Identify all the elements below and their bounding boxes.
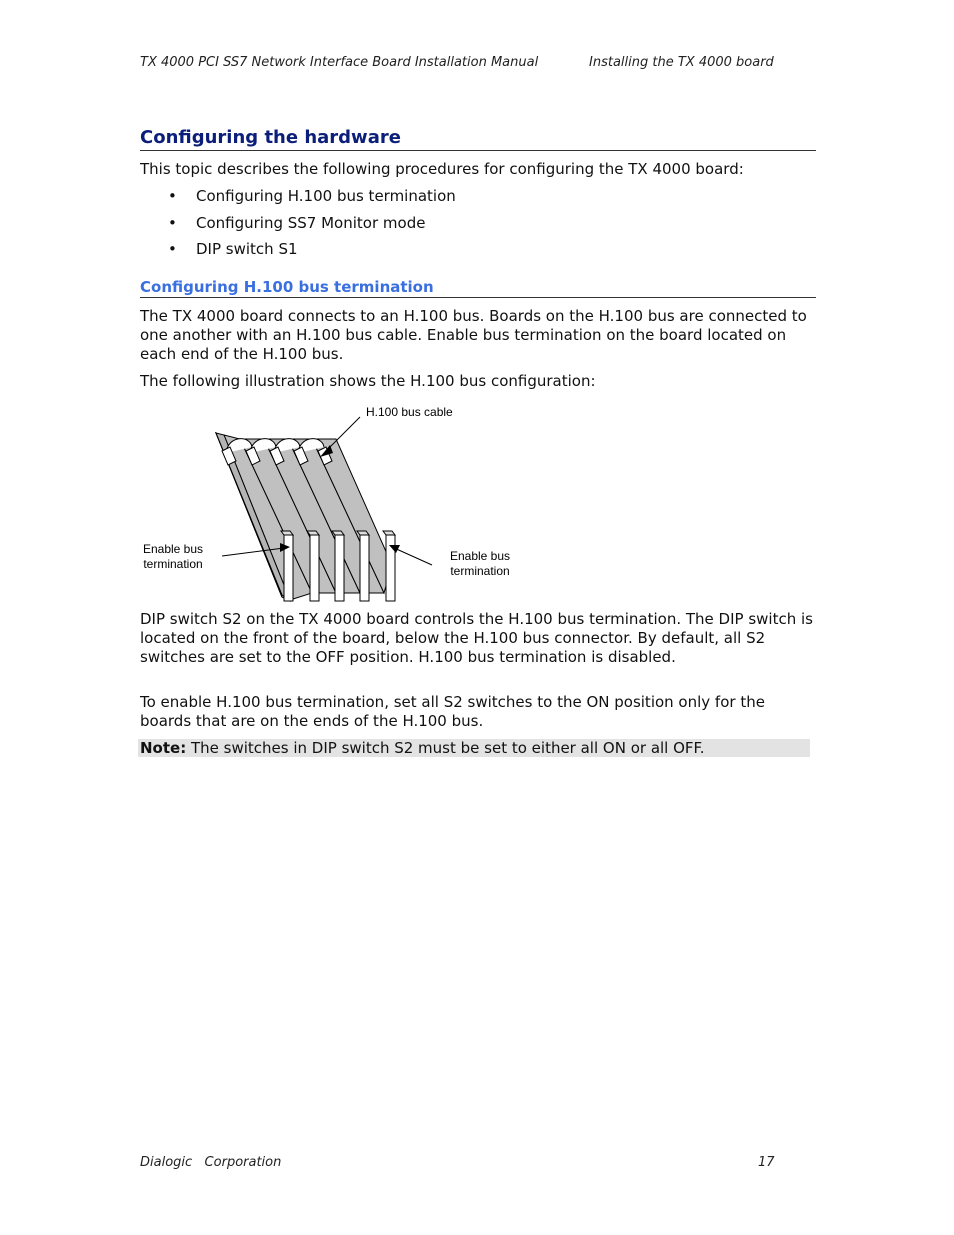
running-header-chapter: Installing the TX 4000 board	[589, 55, 774, 70]
enable-termination-paragraph: To enable H.100 bus termination, set all S2 switches to the ON position only for the boards that are on the ends of the H.100 bus.	[140, 693, 765, 730]
subsection-heading: Configuring H.100 bus termination	[140, 278, 816, 298]
bullet-icon: •	[168, 240, 177, 258]
h100-bus-illustration	[130, 395, 511, 607]
note-text: The switches in DIP switch S2 must be set to either all ON or all OFF.	[186, 739, 705, 757]
list-item: • DIP switch S1	[168, 240, 298, 258]
running-header-title: TX 4000 PCI SS7 Network Interface Board Installation Manual	[140, 55, 539, 70]
bus-paragraph: The TX 4000 board connects to an H.100 bus. Boards on the H.100 bus are connected to one another with an H.100 bus cable. Enable bus termination on the board located on each end of the H.100 bus.	[140, 307, 807, 363]
left-termination-label-line2: termination	[143, 557, 203, 571]
cable-label: H.100 bus cable	[366, 405, 453, 419]
intro-paragraph: This topic describes the following procedures for configuring the TX 4000 board:	[140, 160, 744, 178]
page-number: 17	[758, 1155, 775, 1170]
illustration-intro: The following illustration shows the H.100 bus configuration:	[140, 372, 596, 390]
left-termination-label: Enable bus	[142, 542, 204, 556]
note-box	[138, 739, 810, 757]
bullet-icon: •	[168, 213, 177, 232]
list-item: • Configuring H.100 bus termination	[168, 187, 456, 205]
footer-company: Dialogic Corporation	[140, 1155, 282, 1170]
right-termination-label: Enable bus	[449, 549, 511, 563]
note-label: Note:	[140, 739, 187, 757]
right-termination-label-line2: termination	[450, 564, 510, 578]
bullet-icon: •	[168, 187, 177, 205]
dip-switch-paragraph: DIP switch S2 on the TX 4000 board controls the H.100 bus termination. The DIP switch is located on the front of the board, below the H.100 bus connector. By default, all S2 switches are set to the OFF position. H.100 bus termination is disabled.	[140, 610, 813, 666]
procedure-list	[140, 186, 456, 266]
section-heading: Configuring the hardware	[140, 127, 816, 151]
list-item: • Configuring SS7 Monitor mode	[168, 213, 426, 232]
